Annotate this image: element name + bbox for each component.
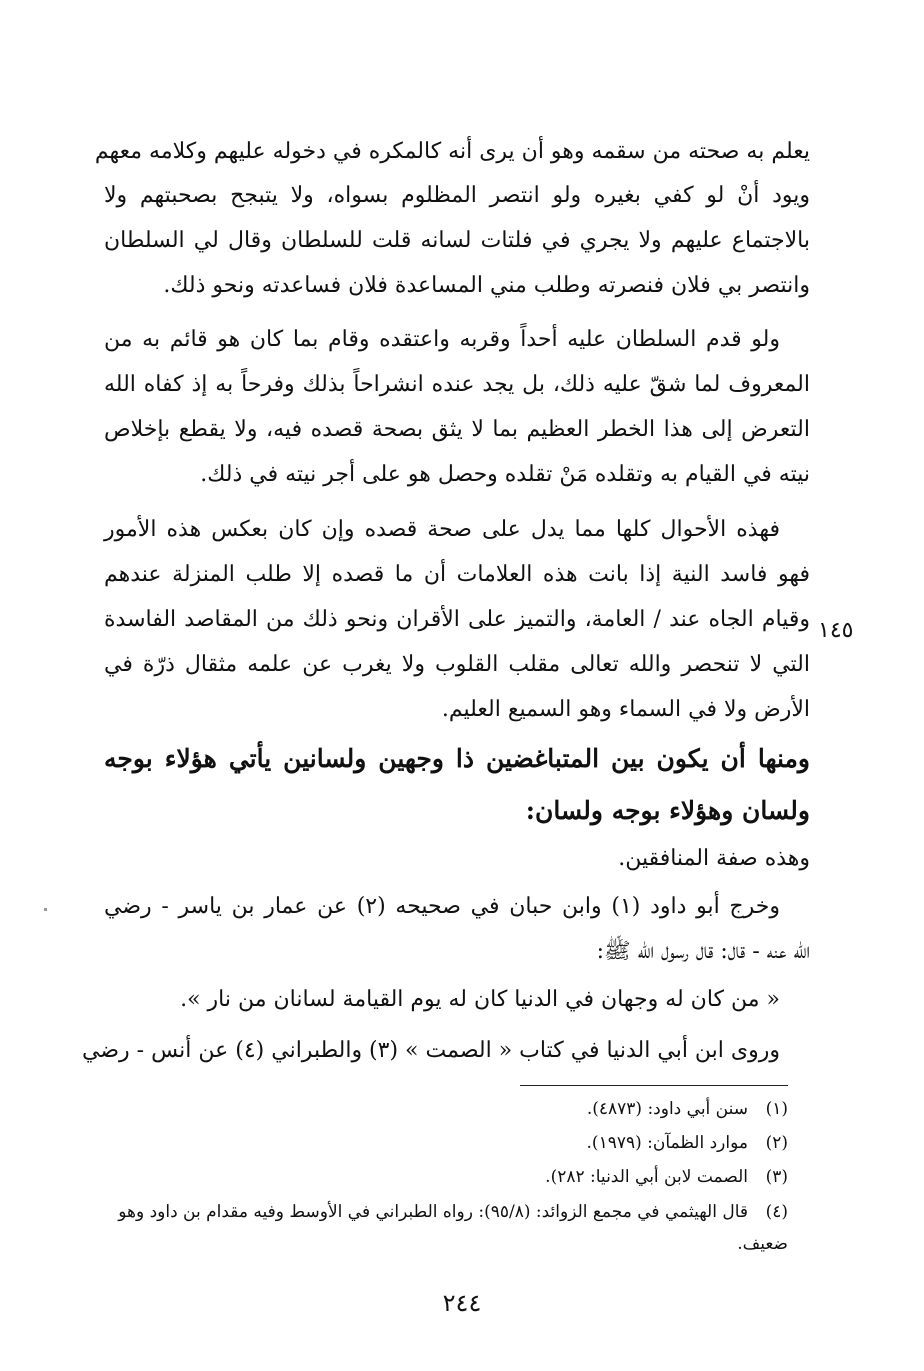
paragraph-7-line-1: وروى ابن أبي الدنيا في كتاب « الصمت » (٣) والطبراني (٤) عن أنس - رضي xyxy=(82,1038,780,1063)
section-heading-line-2: ولسان وهؤلاء بوجه ولسان: xyxy=(525,796,810,825)
paragraph-3-line-3: وقيام الجاه عند / العامة، والتميز على الأقران ونحو ذلك من المقاصد الفاسدة xyxy=(104,607,810,632)
footnote-number: (٤) xyxy=(765,1202,788,1222)
hadith-quote: « من كان له وجهان في الدنيا كان له يوم القيامة لسانان من نار ». xyxy=(180,987,780,1012)
footnote-text: الصمت لابن أبي الدنيا: ٢٨٢). xyxy=(545,1167,748,1187)
section-heading-line-1: ومنها أن يكون بين المتباغضين ذا وجهين ولسانين يأتي هؤلاء بوجه xyxy=(104,744,810,773)
paragraph-4: وهذه صفة المنافقين. xyxy=(618,846,810,871)
footnote-separator xyxy=(520,1085,788,1086)
footnote-text: قال الهيثمي في مجمع الزوائد: (٩٥/٨): رواه الطبراني في الأوسط وفيه مقدام بن داود وهو xyxy=(118,1202,748,1222)
paragraph-3-line-2: فهو فاسد النية إذا بانت هذه العلامات أن ما قصده إلا طلب المنزلة عندهم xyxy=(104,562,810,587)
scan-speck xyxy=(44,908,47,911)
paragraph-5-line-1: وخرج أبو داود (١) وابن حبان في صحيحه (٢) عن عمار بن ياسر - رضي xyxy=(104,894,780,919)
paragraph-1-line-1: يعلم به صحته من سقمه وهو أن يرى أنه كالمكره في دخوله عليهم وكلامه معهم xyxy=(94,139,810,164)
footnote-number: (٢) xyxy=(765,1133,788,1153)
paragraph-3-line-4: التي لا تنحصر والله تعالى مقلب القلوب ولا يغرب عن علمه مثقال ذرّة في xyxy=(104,652,810,677)
paragraph-3-line-5: الأرض ولا في السماء وهو السميع العليم. xyxy=(441,697,810,722)
paragraph-1-line-4: وانتصر بي فلان فنصرته وطلب مني المساعدة فلان فساعدته ونحو ذلك. xyxy=(163,273,810,298)
footnote-4 xyxy=(88,1200,788,1224)
paragraph-2-line-4: نيته في القيام به وتقلده مَنْ تقلده وحصل هو على أجر نيته في ذلك. xyxy=(200,462,810,487)
paragraph-1-line-2: ويود أنْ لو كفي بغيره ولو انتصر المظلوم بسواه، ولا يتبجح بصحبتهم ولا xyxy=(104,183,810,208)
footnote-text: موارد الظمآن: (١٩٧٩). xyxy=(586,1133,748,1153)
footnote-3 xyxy=(88,1165,788,1189)
paragraph-2-line-3: التعرض إلى هذا الخطر العظيم بما لا يثق بصحة قصده فيه، ولا يقطع بإخلاص xyxy=(104,417,810,442)
margin-manuscript-number: ١٤٥ xyxy=(818,618,854,643)
footnote-text: سنن أبي داود: (٤٨٧٣). xyxy=(586,1099,748,1119)
paragraph-5-line-2: الله عنه - قال: قال رسول الله ﷺ: xyxy=(596,939,810,964)
footnote-2 xyxy=(88,1131,788,1155)
footnote-4-continuation xyxy=(88,1232,788,1256)
paragraph-3-line-1: فهذه الأحوال كلها مما يدل على صحة قصده وإن كان بعكس هذه الأمور xyxy=(104,517,780,542)
footnote-number: (٣) xyxy=(765,1167,788,1187)
paragraph-1-line-3: بالاجتماع عليهم ولا يجري في فلتات لسانه قلت للسلطان وقال لي السلطان xyxy=(104,228,810,253)
footnote-number: (١) xyxy=(765,1099,788,1119)
paragraph-2-line-1: ولو قدم السلطان عليه أحداً وقربه واعتقده وقام بما كان هو قائم به من xyxy=(104,327,780,352)
paragraph-2-line-2: المعروف لما شقّ عليه ذلك، بل يجد عنده انشراحاً بذلك وفرحاً به إذ كفاه الله xyxy=(104,372,810,397)
page-number: ٢٤٤ xyxy=(442,1289,482,1317)
footnote-1 xyxy=(88,1097,788,1121)
footnote-text: ضعيف. xyxy=(737,1234,788,1254)
